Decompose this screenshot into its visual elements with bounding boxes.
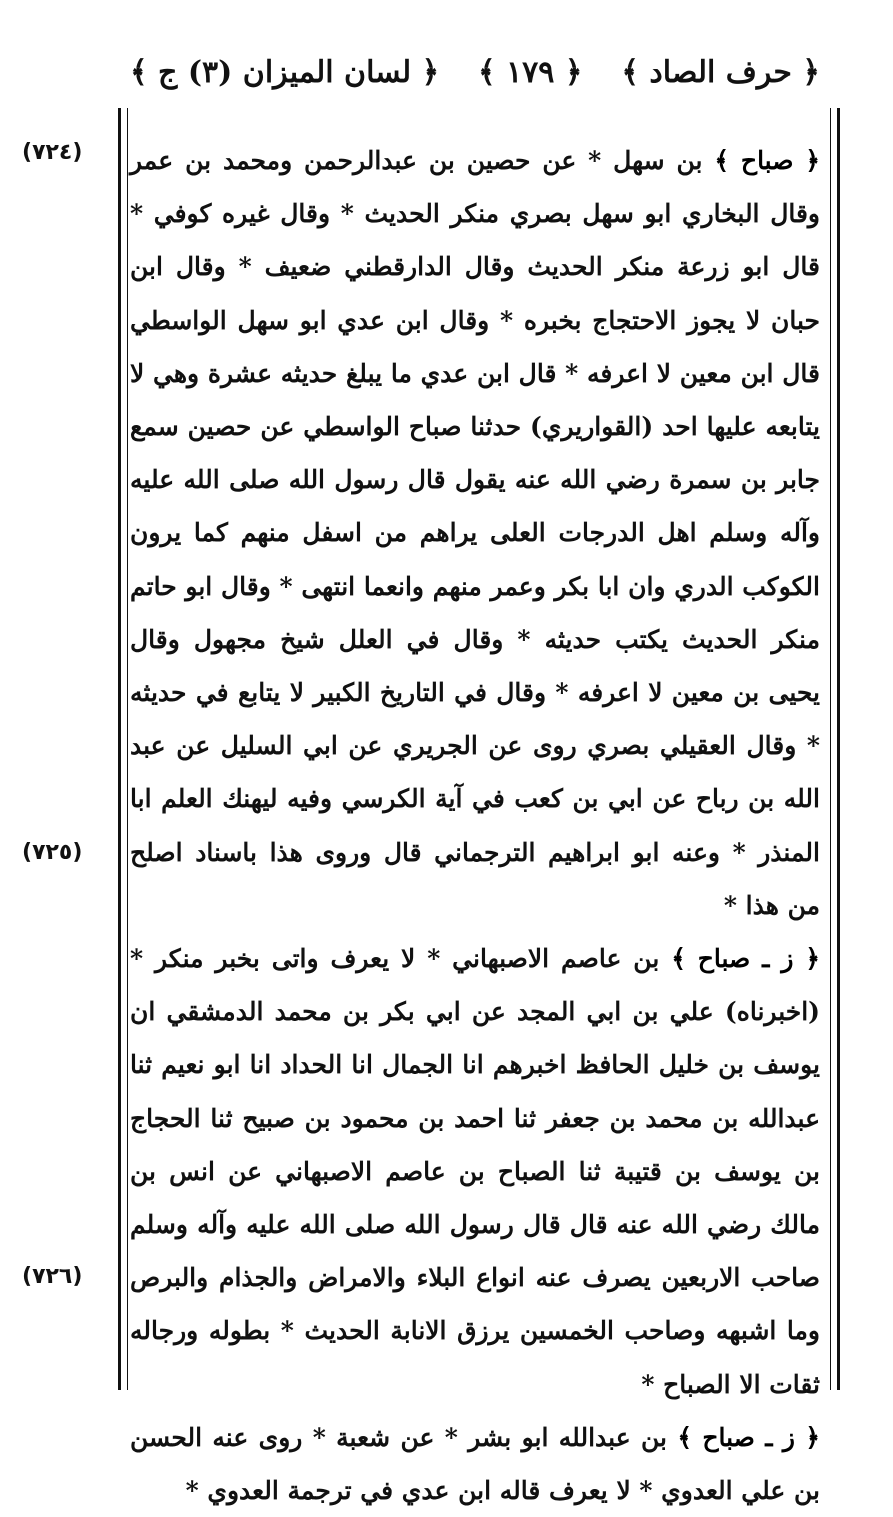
entry-body: بن سهل * عن حصين بن عبدالرحمن ومحمد بن عمر وقال البخاري ابو سهل بصري منكر الحديث * وقال غيره كوفي * قال ابو زرعة منكر الحديث وقال الدارقطني ضعيف * وقال ابن حبان لا يجوز الاحتجاج بخبره * وقال ابن عدي ابو سهل الواسطي قال ابن معين لا اعرفه * قال ابن عدي ما يبلغ حديثه عشرة وهي لا يتابعه عليها احد (القواريري) حدثنا صباح الواسطي عن حصين سمع جابر بن سمرة رضي الله عنه يقول قال رسول الله صلى الله عليه وآله وسلم اهل الدرجات العلى يراهم من اسفل منهم كما يرون الكوكب الدري وان ابا بكر وعمر منهم وانعما انتهى * وقال ابو حاتم منكر الحديث يكتب حديثه * وقال في العلل شيخ مجهول وقال يحيى بن معين لا اعرفه * وقال في التاريخ الكبير لا يتابع في حديثه * وقال العقيلي بصري روى عن الجريري عن ابي السليل عن عبد الله بن رباح عن ابي بن كعب في آية الكرسي وفيه ليهنك العلم ابا المنذر * وعنه ابو ابراهيم الترجماني قال وروى هذا باسناد اصلح من هذا *: [130, 146, 820, 920]
entry-725: [130, 932, 820, 1411]
header-book-title: ﴿ لسان الميزان (٣) ج ﴾: [130, 54, 440, 90]
entry-726: [130, 1411, 820, 1517]
entry-number-724: (٧٢٤): [22, 140, 83, 165]
entry-heading: ﴿ ز ـ صباح ﴾: [677, 1422, 820, 1452]
entry-724: [130, 134, 820, 932]
entry-heading: ﴿ ز ـ صباح ﴾: [671, 944, 820, 974]
header-section-title: ﴿ حرف الصاد ﴾: [621, 54, 820, 90]
header-page-number: ﴿ ١٧٩ ﴾: [478, 54, 583, 90]
entry-heading: ﴿ صباح ﴾: [714, 146, 821, 175]
entry-body: بن عبدالله ابو بشر * عن شعبة * روى عنه الحسن بن علي العدوي * لا يعرف قاله ابن عدي في ترجمة العدوي *: [130, 1422, 820, 1506]
entry-number-726: (٧٢٦): [22, 1264, 83, 1289]
running-header: [130, 48, 820, 96]
entry-body: بن عاصم الاصبهاني * لا يعرف واتى بخبر منكر * (اخبرناه) علي بن ابي المجد عن ابي بكر بن محمد الدمشقي ان يوسف بن خليل الحافظ اخبرهم انا الجمال انا الحداد انا ابو نعيم ثنا عبدالله بن محمد بن جعفر ثنا احمد بن محمود بن صبيح ثنا الحجاج بن يوسف بن قتيبة ثنا الصباح بن عاصم الاصبهاني عن انس بن مالك رضي الله عنه قال قال رسول الله صلى الله عليه وآله وسلم صاحب الاربعين يصرف عنه انواع البلاء والامراض والجذام والبرص وما اشبهه وصاحب الخمسين يرزق الانابة الحديث * بطوله ورجاله ثقات الا الصباح *: [130, 944, 820, 1399]
main-text: [130, 134, 820, 1517]
entry-number-725: (٧٢٥): [22, 840, 83, 865]
